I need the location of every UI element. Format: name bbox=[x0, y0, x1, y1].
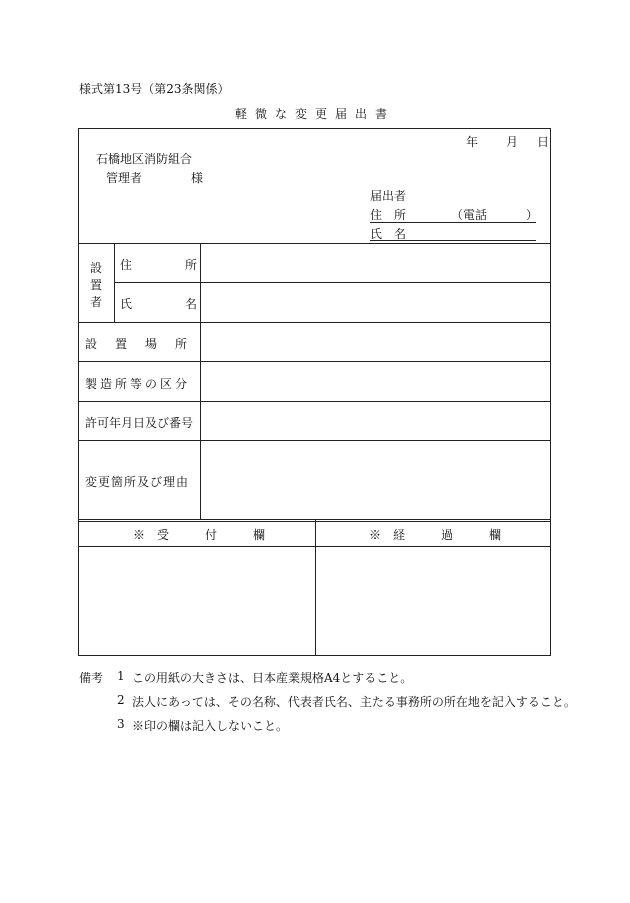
note-number: 1 bbox=[117, 669, 125, 683]
row-label-facility-type: 製造所等の区分 bbox=[85, 377, 191, 391]
recipient-manager: 管理者 bbox=[106, 171, 143, 185]
applicant-tel-close: ） bbox=[526, 208, 539, 222]
date-month-label: 月 bbox=[506, 135, 519, 149]
installer-group-char-3: 者 bbox=[90, 295, 103, 309]
installer-name-label-1: 氏 bbox=[120, 297, 133, 311]
installer-group-char-1: 設 bbox=[90, 261, 103, 275]
applicant-address-label: 住 所 bbox=[370, 208, 407, 222]
installer-name-label-2: 名 bbox=[185, 297, 198, 311]
rule-location bbox=[79, 361, 551, 362]
note-text: 法人にあっては、その名称、代表者氏名、主たる事務所の所在地を記入すること。 bbox=[132, 695, 576, 709]
row-label-permit: 許可年月日及び番号 bbox=[85, 416, 194, 430]
progress-header: ※ 経 過 欄 bbox=[369, 528, 502, 542]
rule-permit bbox=[79, 440, 551, 441]
rule-installer-mid bbox=[114, 282, 551, 283]
rule-installer bbox=[79, 322, 551, 323]
installer-group-char-2: 置 bbox=[90, 278, 103, 292]
address-underline bbox=[370, 222, 536, 223]
note-number: 2 bbox=[117, 693, 125, 707]
note-text: ※印の欄は記入しないこと。 bbox=[132, 719, 289, 733]
reception-header: ※ 受 付 欄 bbox=[133, 528, 266, 542]
date-day-label: 日 bbox=[537, 135, 550, 149]
form-table bbox=[78, 128, 551, 656]
rule-label-column bbox=[200, 243, 201, 519]
note-text: この用紙の大きさは、日本産業規格A4とすること。 bbox=[132, 671, 413, 685]
recipient-org: 石橋地区消防組合 bbox=[96, 152, 193, 166]
form-number: 様式第13号（第23条関係） bbox=[79, 82, 230, 96]
rule-facility bbox=[79, 401, 551, 402]
name-underline bbox=[370, 240, 536, 241]
document-title: 軽微な変更届出書 bbox=[234, 107, 395, 121]
applicant-name-label: 氏 名 bbox=[370, 227, 407, 241]
rule-office-split bbox=[315, 519, 316, 656]
installer-address-label-2: 所 bbox=[185, 258, 198, 272]
rule-office-header bbox=[79, 546, 551, 547]
recipient-honorific: 様 bbox=[191, 171, 204, 185]
row-label-change: 変更箇所及び理由 bbox=[85, 475, 190, 489]
rule-header bbox=[79, 243, 551, 244]
installer-address-label-1: 住 bbox=[120, 258, 133, 272]
notes-label: 備考 bbox=[79, 671, 104, 685]
note-number: 3 bbox=[117, 717, 125, 731]
date-year-label: 年 bbox=[466, 135, 479, 149]
applicant-label: 届出者 bbox=[370, 189, 407, 203]
row-label-location: 設 置 場 所 bbox=[85, 337, 191, 351]
applicant-tel-open: （電話 bbox=[451, 208, 488, 222]
